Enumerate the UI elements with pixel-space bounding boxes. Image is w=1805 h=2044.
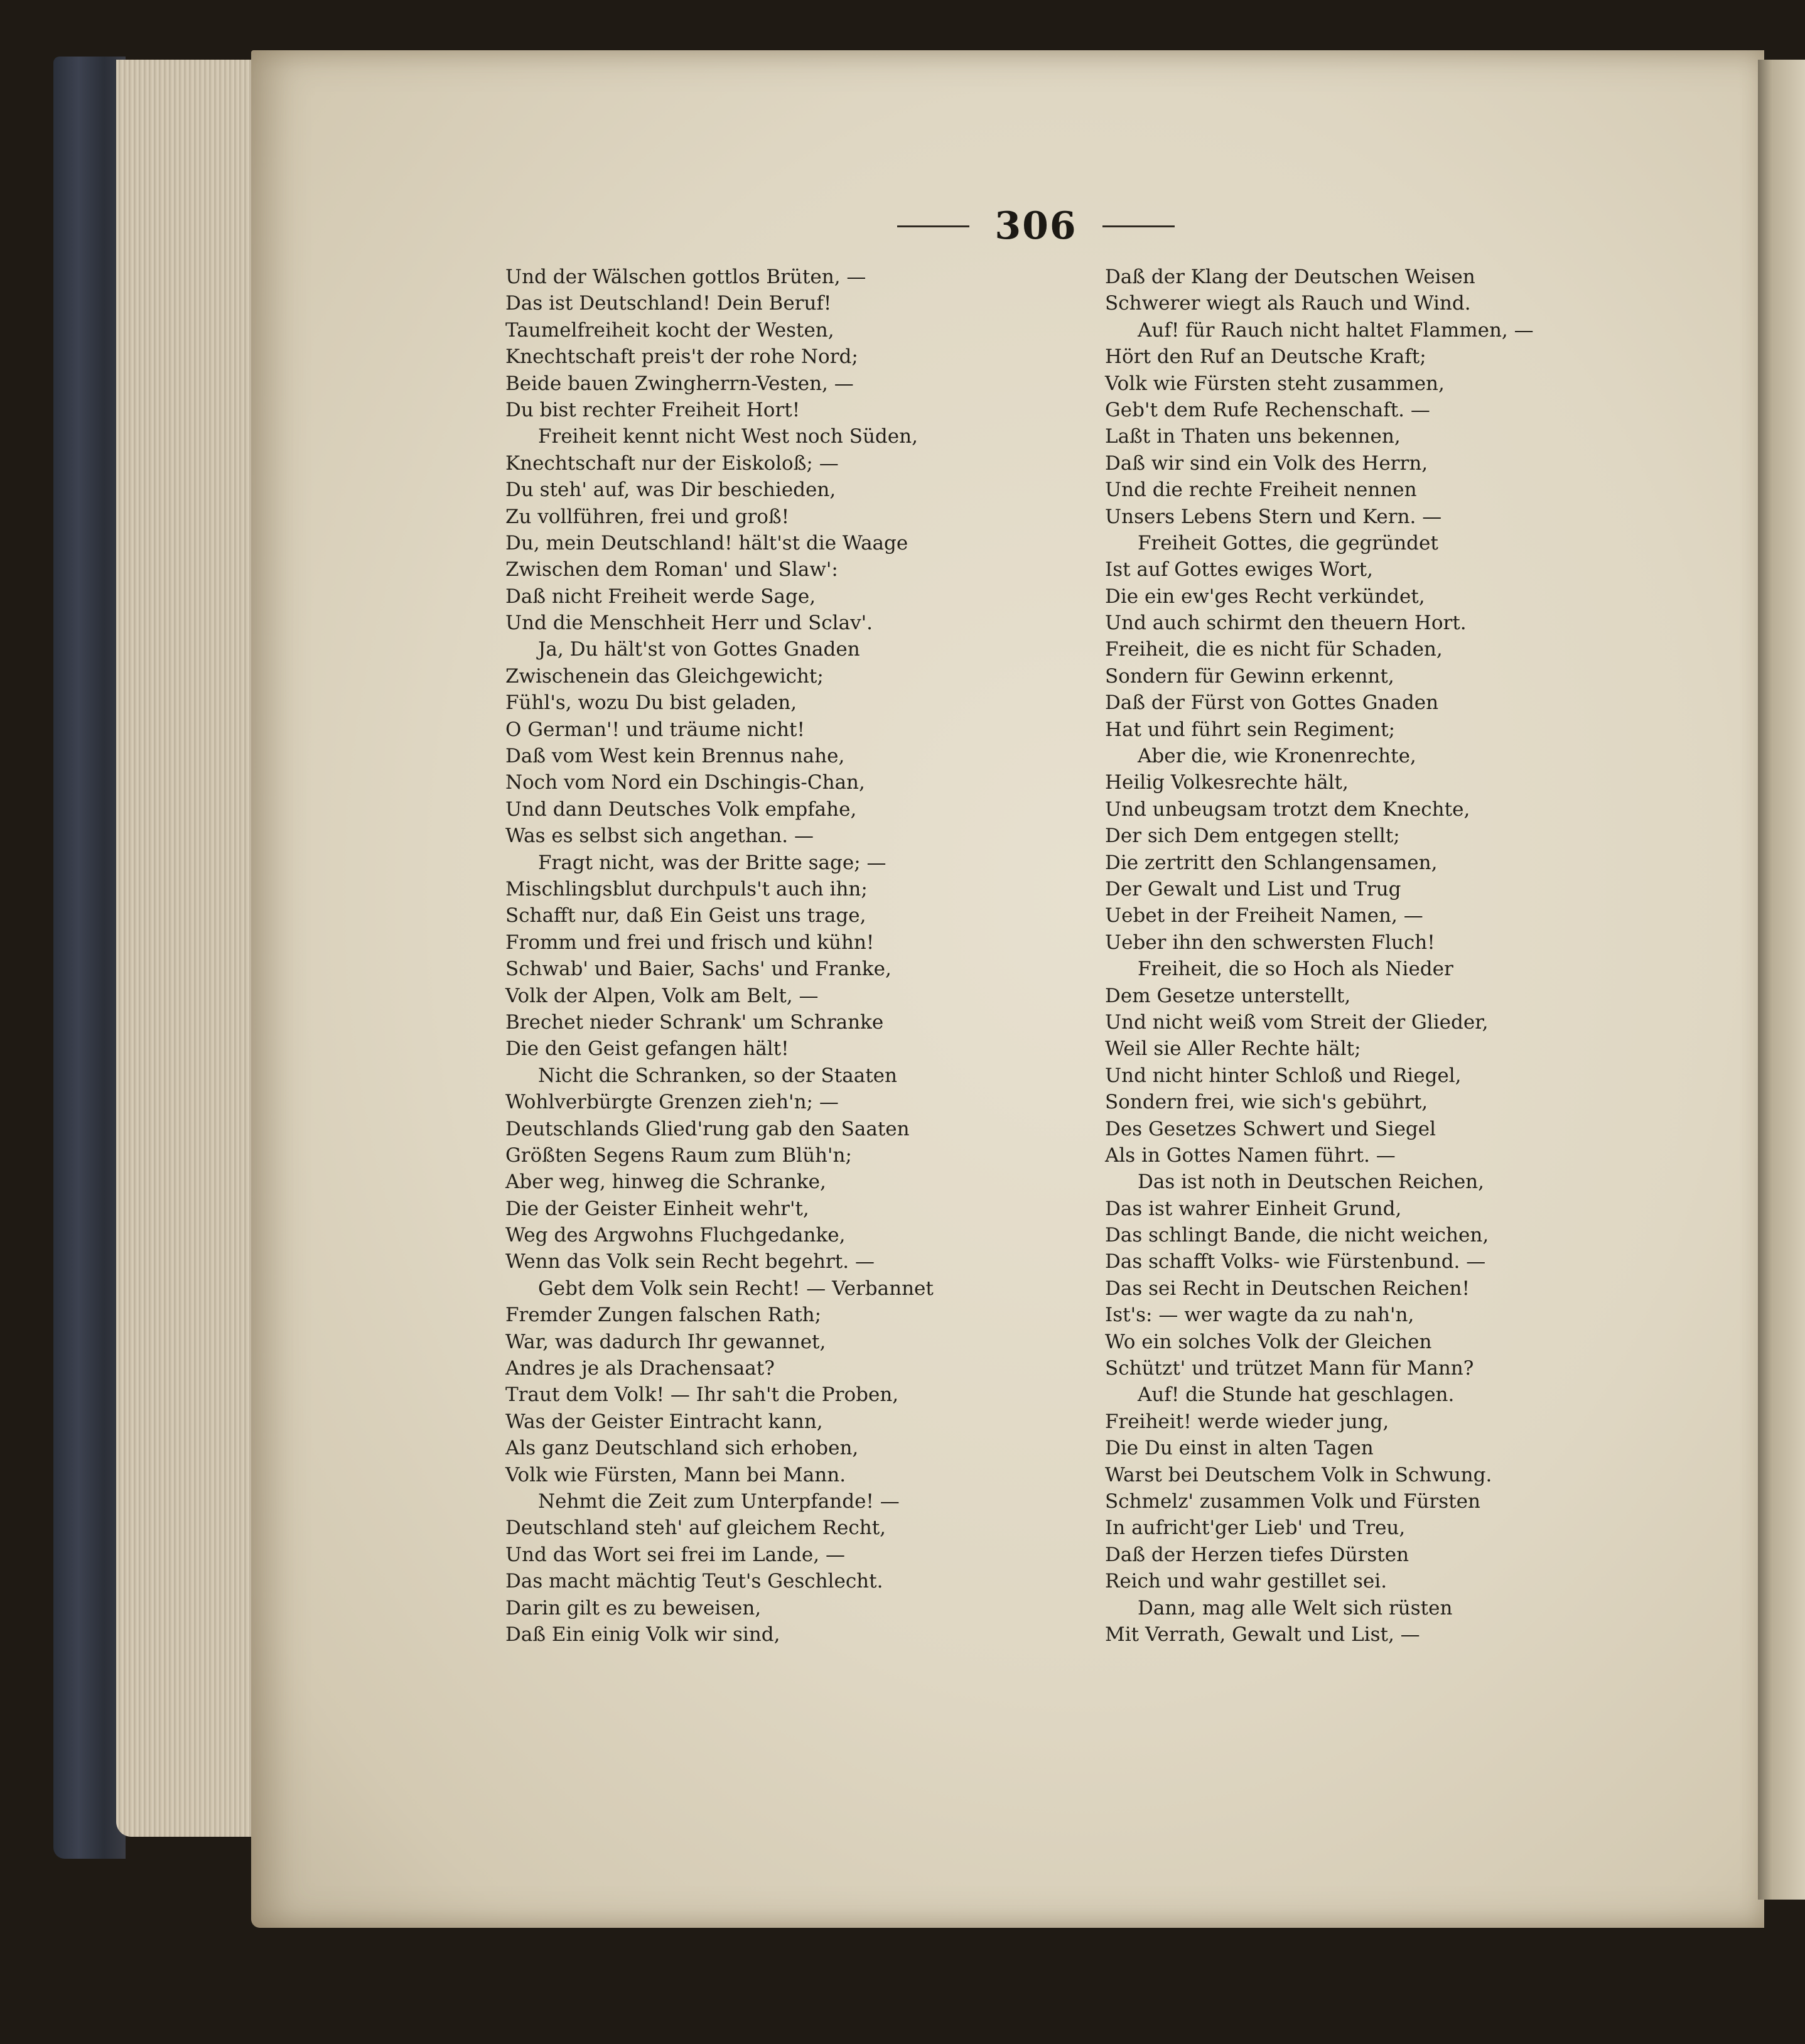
poem-column-right — [1105, 264, 1532, 1648]
poem-line: Laßt in Thaten uns bekennen, — [1105, 425, 1401, 448]
stanza — [505, 264, 932, 423]
poem-line: Knechtschaft nur der Eiskoloß; — — [505, 452, 839, 475]
poem-line: In aufricht'ger Lieb' und Treu, — [1105, 1517, 1406, 1540]
stanza — [1105, 1169, 1532, 1382]
poem-line: Ist's: — wer wagte da zu nah'n, — [1105, 1304, 1414, 1327]
poem-line: Heilig Volkesrechte hält, — [1105, 771, 1349, 794]
poem-line: O German'! und träume nicht! — [505, 718, 805, 741]
poem-line: Freiheit, die so Hoch als Nieder — [1138, 958, 1453, 981]
poem-line: Und die Menschheit Herr und Sclav'. — [505, 612, 873, 635]
poem-line: Und nicht weiß vom Streit der Glieder, — [1105, 1010, 1489, 1034]
poem-line: Hat und führt sein Regiment; — [1105, 718, 1396, 741]
poem-line: Darin gilt es zu beweisen, — [505, 1596, 762, 1620]
poem-line: War, was dadurch Ihr gewannet, — [505, 1330, 826, 1353]
stanza — [1105, 743, 1532, 956]
poem-line: Fühl's, wozu Du bist geladen, — [505, 691, 797, 715]
poem-line: Was es selbst sich angethan. — — [505, 825, 814, 848]
poem-line: Freiheit! werde wieder jung, — [1105, 1410, 1389, 1433]
poem-line: Der Gewalt und List und Trug — [1105, 877, 1401, 900]
poem-line: Daß der Klang der Deutschen Weisen — [1105, 266, 1475, 288]
poem-line: Freiheit Gottes, die gegründet — [1138, 531, 1438, 554]
poem-line: Schafft nur, daß Ein Geist uns trage, — [505, 904, 866, 927]
poem-line: Die zertritt den Schlangensamen, — [1105, 851, 1438, 874]
poem-line: Sondern frei, wie sich's gebührt, — [1105, 1091, 1428, 1114]
poem-line: Das macht mächtig Teut's Geschlecht. — [505, 1570, 883, 1593]
poem-line: Und das Wort sei frei im Lande, — — [505, 1543, 845, 1566]
poem-line: Volk wie Fürsten, Mann bei Mann. — [505, 1463, 846, 1486]
poem-line: Die Du einst in alten Tagen — [1105, 1437, 1374, 1460]
poem-line: Beide bauen Zwingherrn-Vesten, — — [505, 372, 854, 395]
poem-line: Fromm und frei und frisch und kühn! — [505, 931, 875, 954]
header-rule-left — [897, 225, 969, 227]
poem-line: Das ist wahrer Einheit Grund, — [1105, 1197, 1402, 1220]
stanza — [505, 1063, 932, 1275]
poem-line: Volk wie Fürsten steht zusammen, — [1105, 372, 1445, 395]
book-cover-spine — [53, 57, 126, 1859]
poem-line: Das schlingt Bande, die nicht weichen, — [1105, 1224, 1489, 1247]
poem-line: Schmelz' zusammen Volk und Fürsten — [1105, 1490, 1480, 1513]
stanza — [1105, 530, 1532, 743]
poem-line: Brechet nieder Schrank' um Schranke — [505, 1010, 884, 1034]
poem-line: Unsers Lebens Stern und Kern. — — [1105, 505, 1442, 528]
poem-line: Ist auf Gottes ewiges Wort, — [1105, 558, 1373, 581]
poem-line: Hört den Ruf an Deutsche Kraft; — [1105, 345, 1426, 369]
stanza — [1105, 1595, 1532, 1648]
poem-line: Zwischen dem Roman' und Slaw': — [505, 558, 838, 581]
poem-line: Das schafft Volks- wie Fürstenbund. — — [1105, 1250, 1486, 1273]
poem-line: Warst bei Deutschem Volk in Schwung. — [1105, 1463, 1492, 1486]
poem-line: Volk der Alpen, Volk am Belt, — — [505, 984, 819, 1007]
poem-line: Ja, Du hält'st von Gottes Gnaden — [538, 638, 860, 661]
poem-line: Schwerer wiegt als Rauch und Wind. — [1105, 292, 1471, 315]
poem-line: Größten Segens Raum zum Blüh'n; — [505, 1144, 852, 1167]
poem-line: Dann, mag alle Welt sich rüsten — [1138, 1596, 1453, 1620]
poem-line: Freiheit, die es nicht für Schaden, — [1105, 638, 1443, 661]
stanza — [505, 850, 932, 1063]
poem-line: Des Gesetzes Schwert und Siegel — [1105, 1117, 1436, 1140]
poem-line: Weil sie Aller Rechte hält; — [1105, 1037, 1361, 1061]
stanza — [505, 423, 932, 636]
poem-line: Als ganz Deutschland sich erhoben, — [505, 1437, 859, 1460]
poem-line: Auf! die Stunde hat geschlagen. — [1138, 1383, 1455, 1407]
poem-line: Die der Geister Einheit wehr't, — [505, 1197, 809, 1220]
poem-line: Sondern für Gewinn erkennt, — [1105, 664, 1394, 688]
poem-line: Wenn das Volk sein Recht begehrt. — — [505, 1250, 875, 1273]
poem-line: Auf! für Rauch nicht haltet Flammen, — — [1138, 318, 1534, 342]
poem-line: Und auch schirmt den theuern Hort. — [1105, 612, 1467, 635]
poem-line: Aber weg, hinweg die Schranke, — [505, 1171, 826, 1194]
poem-line: Gebt dem Volk sein Recht! — Verbannet — [538, 1277, 934, 1300]
poem-line: Taumelfreiheit kocht der Westen, — [505, 318, 834, 342]
poem-line: Was der Geister Eintracht kann, — [505, 1410, 823, 1433]
page-header — [873, 201, 1199, 251]
poem-line: Und dann Deutsches Volk empfahe, — [505, 798, 857, 821]
poem-line: Fremder Zungen falschen Rath; — [505, 1304, 822, 1327]
poem-line: Die ein ew'ges Recht verkündet, — [1105, 585, 1425, 608]
poem-line: Daß vom West kein Brennus nahe, — [505, 745, 845, 768]
poem-line: Daß der Herzen tiefes Dürsten — [1105, 1543, 1409, 1566]
poem-line: Schützt' und trützet Mann für Mann? — [1105, 1357, 1474, 1380]
poem-line: Das ist noth in Deutschen Reichen, — [1138, 1171, 1484, 1194]
poem-line: Daß nicht Freiheit werde Sage, — [505, 585, 816, 608]
poem-line: Daß wir sind ein Volk des Herrn, — [1105, 452, 1428, 475]
poem-line: Und der Wälschen gottlos Brüten, — — [505, 266, 866, 288]
poem-line: Und die rechte Freiheit nennen — [1105, 479, 1417, 502]
poem-line: Du, mein Deutschland! hält'st die Waage — [505, 531, 908, 554]
poem-line: Andres je als Drachensaat? — [505, 1357, 775, 1380]
poem-line: Mit Verrath, Gewalt und List, — — [1105, 1623, 1420, 1646]
poem-line: Schwab' und Baier, Sachs' und Franke, — [505, 958, 892, 981]
poem-line: Du steh' auf, was Dir beschieden, — [505, 479, 836, 502]
poem-line: Und unbeugsam trotzt dem Knechte, — [1105, 798, 1470, 821]
poem-line: Das sei Recht in Deutschen Reichen! — [1105, 1277, 1470, 1300]
poem-line: Daß Ein einig Volk wir sind, — [505, 1623, 780, 1646]
poem-line: Traut dem Volk! — Ihr sah't die Proben, — [505, 1383, 899, 1407]
header-rule-right — [1102, 225, 1175, 227]
poem-line: Uebet in der Freiheit Namen, — — [1105, 904, 1423, 927]
poem-line: Fragt nicht, was der Britte sage; — — [538, 851, 886, 874]
poem-line: Daß der Fürst von Gottes Gnaden — [1105, 691, 1439, 715]
poem-line: Und nicht hinter Schloß und Riegel, — [1105, 1064, 1462, 1087]
poem-line: Die den Geist gefangen hält! — [505, 1037, 789, 1061]
poem-line: Noch vom Nord ein Dschingis-Chan, — [505, 771, 865, 794]
stanza — [1105, 1382, 1532, 1594]
stanza — [505, 636, 932, 849]
poem-line: Deutschlands Glied'rung gab den Saaten — [505, 1117, 910, 1140]
poem-line: Nehmt die Zeit zum Unterpfande! — — [538, 1490, 900, 1513]
stanza — [1105, 264, 1532, 317]
poem-line: Mischlingsblut durchpuls't auch ihn; — [505, 877, 868, 900]
poem-line: Als in Gottes Namen führt. — — [1105, 1144, 1396, 1167]
poem-line: Knechtschaft preis't der rohe Nord; — [505, 345, 858, 369]
poem-line: Deutschland steh' auf gleichem Recht, — [505, 1517, 886, 1540]
poem-column-left — [505, 264, 932, 1648]
page-number: 306 — [994, 204, 1077, 248]
poem-line: Weg des Argwohns Fluchgedanke, — [505, 1224, 846, 1247]
stanza — [505, 1275, 932, 1488]
poem-line: Wo ein solches Volk der Gleichen — [1105, 1330, 1432, 1353]
poem-line: Ueber ihn den schwersten Fluch! — [1105, 931, 1435, 954]
poem-line: Das ist Deutschland! Dein Beruf! — [505, 292, 832, 315]
poem-line: Zu vollführen, frei und groß! — [505, 505, 790, 528]
stanza — [1105, 956, 1532, 1169]
poem-line: Aber die, wie Kronenrechte, — [1138, 745, 1416, 768]
page-edges — [116, 60, 257, 1837]
next-page-edge — [1758, 60, 1805, 1900]
stanza — [1105, 317, 1532, 530]
poem-line: Geb't dem Rufe Rechenschaft. — — [1105, 398, 1430, 421]
poem-line: Reich und wahr gestillet sei. — [1105, 1570, 1387, 1593]
stanza — [505, 1488, 932, 1648]
book-page — [251, 50, 1764, 1928]
poem-line: Dem Gesetze unterstellt, — [1105, 984, 1351, 1007]
poem-line: Der sich Dem entgegen stellt; — [1105, 825, 1400, 848]
poem-line: Nicht die Schranken, so der Staaten — [538, 1064, 897, 1087]
poem-line: Du bist rechter Freiheit Hort! — [505, 398, 800, 421]
poem-line: Wohlverbürgte Grenzen zieh'n; — — [505, 1091, 839, 1114]
poem-line: Zwischenein das Gleichgewicht; — [505, 664, 824, 688]
poem-line: Freiheit kennt nicht West noch Süden, — [538, 425, 918, 448]
